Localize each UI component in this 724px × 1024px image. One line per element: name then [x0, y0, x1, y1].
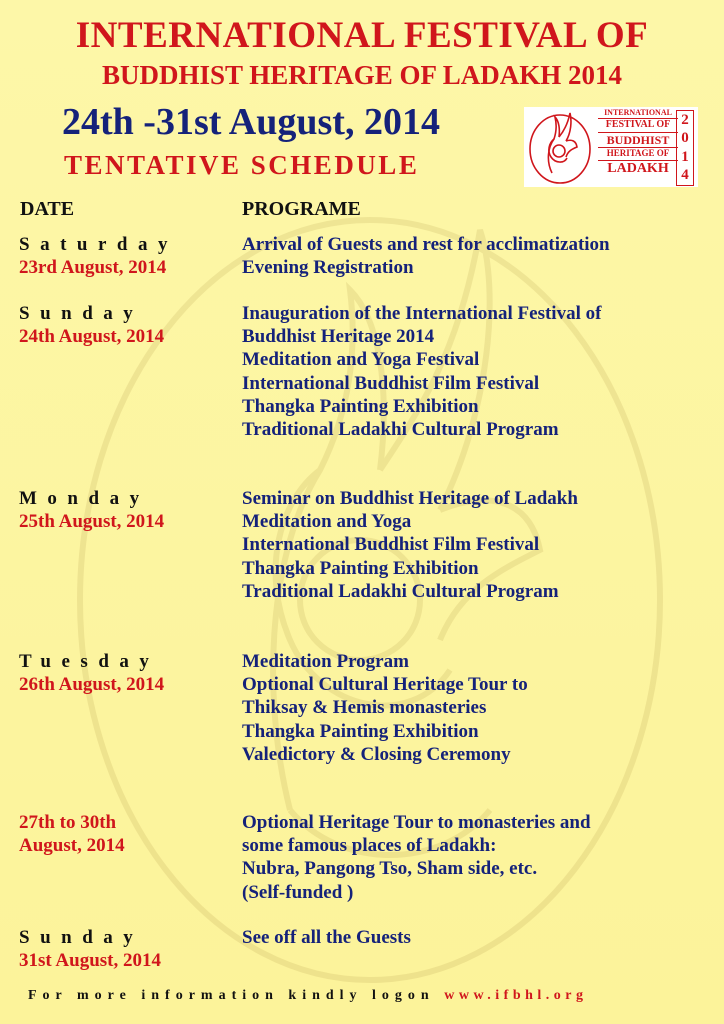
logo-line-1: INTERNATIONAL	[598, 109, 678, 119]
schedule-programme-cell	[242, 233, 712, 279]
festival-subtitle: BUDDHIST HERITAGE OF LADAKH 2014	[101, 60, 623, 90]
day-name: Monday	[19, 488, 150, 509]
schedule-date-cell	[19, 811, 224, 857]
programme-item: Optional Heritage Tour to monasteries and	[242, 812, 591, 833]
logo-year-digit: 4	[681, 167, 689, 184]
day-date: 26th August, 2014	[19, 674, 165, 695]
day-name: Saturday	[19, 234, 178, 255]
logo-line-5: LADAKH	[607, 160, 669, 176]
programme-item: Thangka Painting Exhibition	[242, 720, 479, 742]
programme-item: Optional Cultural Heritage Tour to	[242, 674, 528, 696]
programme-item: Traditional Ladakhi Cultural Program	[242, 580, 559, 602]
programme-item: Thangka Painting Exhibition	[242, 395, 479, 417]
footer-text: For more information kindly logon	[28, 988, 435, 1003]
schedule-programme-cell	[242, 811, 712, 904]
day-name: Tuesday	[19, 651, 160, 672]
mudra-hand-icon	[524, 107, 598, 187]
programme-item: See off all the Guests	[242, 927, 411, 948]
festival-dates: 24th -31st August, 2014	[62, 101, 440, 143]
schedule-date-cell	[19, 926, 224, 972]
programme-item: International Buddhist Film Festival	[242, 534, 540, 556]
programme-item: Traditional Ladakhi Cultural Program	[242, 419, 559, 441]
programme-column-header: PROGRAME	[242, 198, 361, 220]
logo-line-3: BUDDHIST	[598, 133, 678, 149]
day-name: Sunday	[19, 303, 144, 324]
programme-item: Arrival of Guests and rest for acclimatization	[242, 234, 610, 255]
logo-year-digit: 1	[681, 148, 689, 165]
schedule-date-cell	[19, 487, 224, 533]
logo-year-digit: 0	[681, 130, 689, 147]
logo-line-4: HERITAGE OF	[598, 148, 678, 160]
programme-item: Valedictory & Closing Ceremony	[242, 743, 511, 765]
day-date: August, 2014	[19, 835, 125, 856]
programme-item: Nubra, Pangong Tso, Sham side, etc.	[242, 858, 538, 880]
programme-item: Thangka Painting Exhibition	[242, 557, 479, 579]
programme-item: Thiksay & Hemis monasteries	[242, 697, 487, 719]
website-link[interactable]: www.ifbhl.org	[444, 988, 588, 1003]
schedule-programme-cell	[242, 487, 712, 603]
programme-item: (Self-funded )	[242, 881, 354, 903]
schedule-programme-cell	[242, 302, 712, 441]
programme-item: Meditation and Yoga	[242, 511, 412, 533]
programme-item: Meditation Program	[242, 651, 409, 672]
programme-item: Inauguration of the International Festival of	[242, 303, 602, 324]
schedule-programme-cell	[242, 926, 712, 949]
logo-year-digit: 2	[681, 111, 689, 128]
footer	[28, 988, 588, 1004]
schedule-date-cell	[19, 650, 224, 696]
festival-logo	[524, 107, 698, 187]
programme-item: Meditation and Yoga Festival	[242, 349, 480, 371]
logo-wordmark	[598, 109, 678, 177]
programme-item: Evening Registration	[242, 257, 414, 279]
schedule-date-cell	[19, 302, 224, 348]
schedule-heading: TENTATIVE SCHEDULE	[64, 150, 420, 180]
programme-item: Seminar on Buddhist Heritage of Ladakh	[242, 488, 578, 509]
day-date: 31st August, 2014	[19, 950, 161, 971]
day-date: 23rd August, 2014	[19, 257, 167, 278]
day-date: 24th August, 2014	[19, 326, 165, 347]
day-name: Sunday	[19, 927, 144, 948]
programme-item: International Buddhist Film Festival	[242, 372, 540, 394]
programme-item: some famous places of Ladakh:	[242, 835, 497, 857]
logo-line-2: FESTIVAL OF	[598, 119, 678, 133]
schedule-programme-cell	[242, 650, 712, 766]
date-column-header: DATE	[20, 198, 75, 220]
day-date: 25th August, 2014	[19, 511, 165, 532]
logo-year	[676, 110, 694, 186]
festival-title: INTERNATIONAL FESTIVAL OF	[75, 15, 649, 56]
programme-item: Buddhist Heritage 2014	[242, 326, 435, 348]
schedule-date-cell	[19, 233, 224, 279]
day-range: 27th to 30th	[19, 812, 117, 833]
